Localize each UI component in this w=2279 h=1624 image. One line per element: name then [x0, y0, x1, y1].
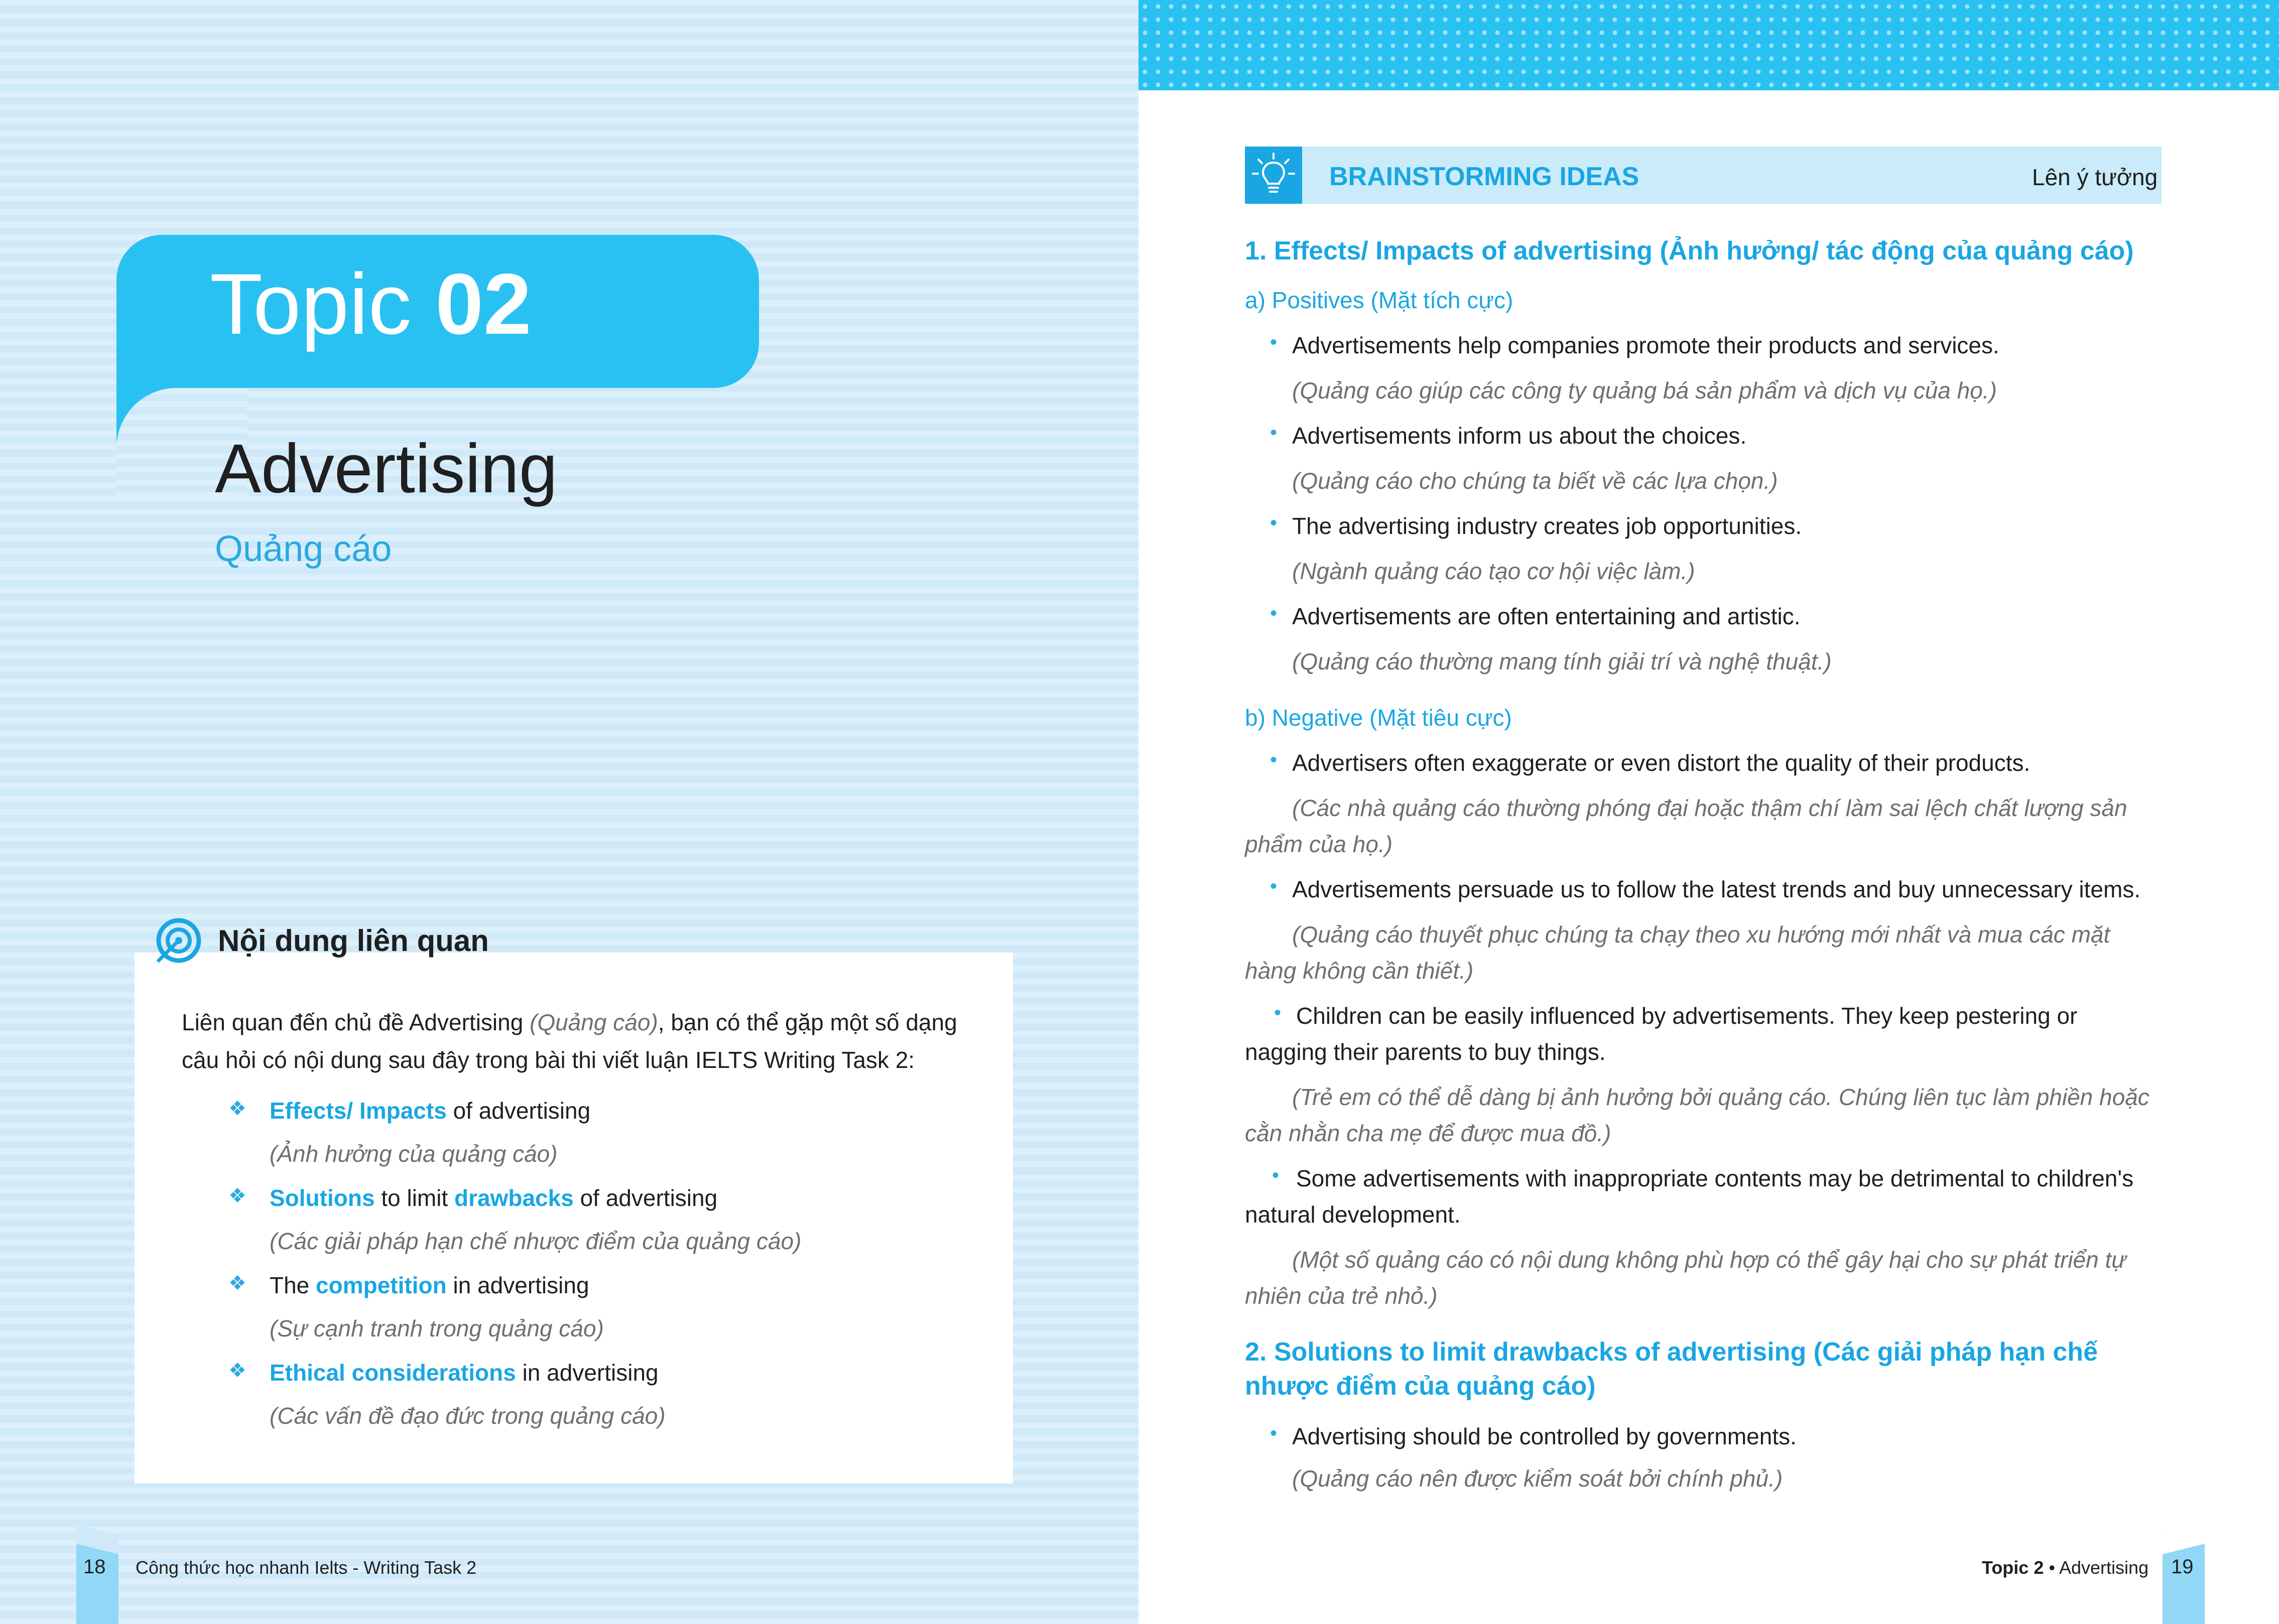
related-item-4: Ethical considerations in advertising — [270, 1360, 659, 1386]
related-item-2: Solutions to limit drawbacks of advertising — [270, 1185, 718, 1211]
solution-item-1: Advertising should be controlled by governments. — [1292, 1423, 1797, 1449]
bullet-icon: • — [1270, 602, 1278, 624]
bullet-icon: • — [1272, 1164, 1280, 1186]
bullet-icon: • — [1274, 1002, 1282, 1024]
negative-item-4: Some advertisements with inappropriate contents may be detrimental to children's natural development. — [1245, 1165, 2134, 1228]
footer-left: Công thức học nhanh Ielts - Writing Task 2 — [136, 1557, 477, 1578]
diamond-bullet-icon: ❖ — [228, 1185, 246, 1207]
related-item-1: Effects/ Impacts of advertising — [270, 1098, 591, 1124]
section-label-vn: Lên ý tưởng — [2032, 164, 2158, 190]
heading-effects: 1. Effects/ Impacts of advertising (Ảnh hưởng/ tác động của quảng cáo) — [1245, 236, 2134, 265]
diamond-bullet-icon: ❖ — [228, 1272, 246, 1294]
negative-item-3: Children can be easily influenced by advertisements. They keep pestering or nagging their parents to buy things. — [1245, 1003, 2078, 1065]
negative-item-4-vn: (Một số quảng cáo có nội dung không phù hợp có thể gây hại cho sự phát triển tự nhiên của trẻ nhỏ.) — [1245, 1247, 2126, 1309]
positive-item-1: Advertisements help companies promote their products and services. — [1292, 332, 1999, 358]
topic-heading: Topic 02 — [210, 256, 532, 352]
bullet-icon: • — [1270, 1422, 1278, 1444]
lightbulb-icon — [1245, 147, 1302, 204]
bullet-icon: • — [1270, 422, 1278, 444]
negative-item-1: Advertisers often exaggerate or even distort the quality of their products. — [1292, 750, 2031, 776]
negative-item-2: Advertisements persuade us to follow the latest trends and buy unnecessary items. — [1292, 876, 2141, 902]
related-item-2-vn: (Các giải pháp hạn chế nhược điểm của quảng cáo) — [270, 1228, 802, 1254]
heading-negatives: b) Negative (Mặt tiêu cực) — [1245, 705, 1512, 731]
solution-item-1-vn: (Quảng cáo nên được kiểm soát bởi chính phủ.) — [1292, 1465, 1783, 1492]
bullet-icon: • — [1270, 875, 1278, 897]
related-heading: Nội dung liên quan — [218, 924, 489, 958]
heading-solutions: 2. Solutions to limit drawbacks of advertising (Các giải pháp hạn chế nhược điểm của quảng cáo) — [1245, 1337, 2098, 1401]
diamond-bullet-icon: ❖ — [228, 1098, 246, 1120]
footer-right: Topic 2 • Advertising — [1982, 1557, 2149, 1578]
related-item-3: The competition in advertising — [270, 1272, 589, 1298]
positive-item-3: The advertising industry creates job opportunities. — [1292, 513, 1802, 539]
positive-item-4-vn: (Quảng cáo thường mang tính giải trí và nghệ thuật.) — [1292, 648, 1832, 674]
related-intro: Liên quan đến chủ đề Advertising (Quảng cáo), bạn có thể gặp một số dạng câu hỏi có nội dung sau đây trong bài thi viết luận IELTS Writing Task 2: — [182, 1009, 957, 1073]
related-item-1-vn: (Ảnh hưởng của quảng cáo) — [270, 1141, 558, 1167]
dotted-header-band — [1138, 0, 2279, 90]
positive-item-3-vn: (Ngành quảng cáo tạo cơ hội việc làm.) — [1292, 558, 1695, 584]
related-item-3-vn: (Sự cạnh tranh trong quảng cáo) — [270, 1315, 604, 1341]
page-number-right: 19 — [2171, 1556, 2194, 1578]
negative-item-1-vn: (Các nhà quảng cáo thường phóng đại hoặc thậm chí làm sai lệch chất lượng sản phẩm của họ.) — [1245, 795, 2127, 857]
bullet-icon: • — [1270, 749, 1278, 771]
positive-item-4: Advertisements are often entertaining and artistic. — [1292, 603, 1801, 629]
diamond-bullet-icon: ❖ — [228, 1360, 246, 1382]
positive-item-1-vn: (Quảng cáo giúp các công ty quảng bá sản phẩm và dịch vụ của họ.) — [1292, 377, 1997, 403]
related-item-4-vn: (Các vấn đề đạo đức trong quảng cáo) — [270, 1403, 666, 1429]
chapter-title: Advertising — [215, 430, 558, 507]
target-icon — [155, 916, 203, 965]
negative-item-2-vn: (Quảng cáo thuyết phục chúng ta chạy theo xu hướng mới nhất và mua các mặt hàng không cần thiết.) — [1245, 921, 2110, 984]
section-label: BRAINSTORMING IDEAS — [1329, 162, 1639, 191]
bullet-icon: • — [1270, 512, 1278, 534]
chapter-title-vn: Quảng cáo — [215, 529, 392, 569]
positive-item-2-vn: (Quảng cáo cho chúng ta biết về các lựa chọn.) — [1292, 468, 1778, 494]
negative-item-3-vn: (Trẻ em có thể dễ dàng bị ảnh hưởng bởi quảng cáo. Chúng liên tục làm phiền hoặc cằn nhằn cha mẹ để được mua đồ.) — [1245, 1084, 2149, 1146]
heading-positives: a) Positives (Mặt tích cực) — [1245, 287, 1513, 313]
positive-item-2: Advertisements inform us about the choices. — [1292, 423, 1747, 449]
bullet-icon: • — [1270, 331, 1278, 353]
page-number-left: 18 — [83, 1556, 106, 1578]
